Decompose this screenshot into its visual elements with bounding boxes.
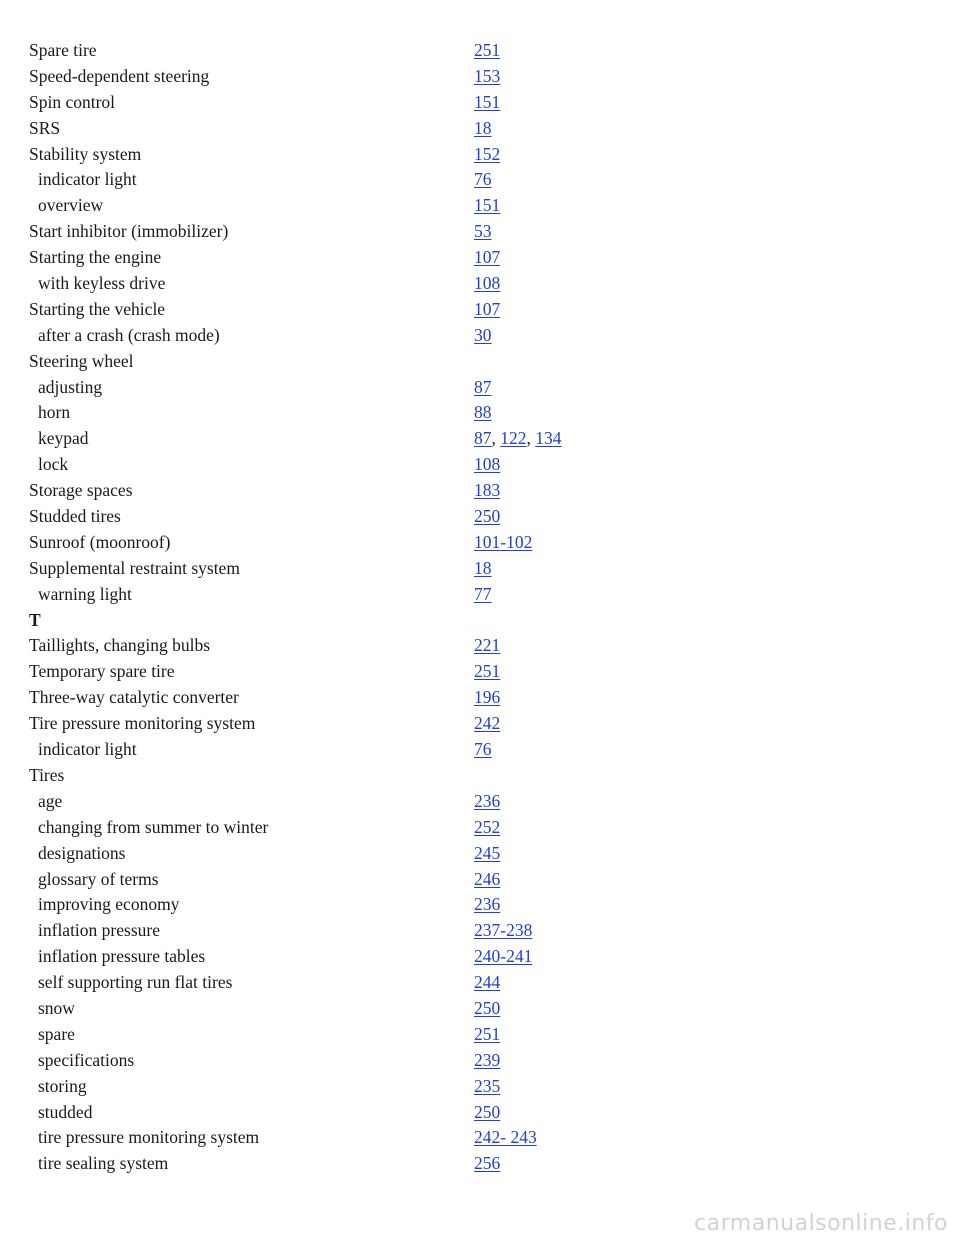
index-entry xyxy=(29,556,960,582)
page-link[interactable]: 245 xyxy=(474,842,501,863)
index-term: Supplemental restraint system xyxy=(29,557,240,578)
page-link[interactable]: 18 xyxy=(474,557,492,578)
index-subterm: keypad xyxy=(38,428,89,449)
index-subterm: age xyxy=(38,790,63,811)
index-term: Studded tires xyxy=(29,506,121,527)
index-subterm: snow xyxy=(38,997,75,1018)
page-references xyxy=(474,1151,500,1177)
index-term: Stability system xyxy=(29,143,142,164)
page-link[interactable]: 107 xyxy=(474,247,501,268)
index-entry xyxy=(29,1048,960,1074)
page-references xyxy=(474,1125,537,1151)
page-link[interactable]: 101-102 xyxy=(474,531,533,552)
page-link[interactable]: 240-241 xyxy=(474,946,533,967)
index-term: Tires xyxy=(29,764,65,785)
page-separator: , xyxy=(491,428,501,449)
page-references xyxy=(474,815,500,841)
index-entry xyxy=(29,271,960,297)
section-letter-row xyxy=(29,608,960,634)
index-entry xyxy=(29,504,960,530)
index-subterm: designations xyxy=(38,842,126,863)
page-references xyxy=(474,38,500,64)
index-entry xyxy=(29,815,960,841)
section-letter: T xyxy=(29,609,41,630)
index-entry xyxy=(29,478,960,504)
index-subterm: glossary of terms xyxy=(38,868,159,889)
index-entry xyxy=(29,867,960,893)
page-references xyxy=(474,659,500,685)
page-link[interactable]: 122 xyxy=(500,428,527,449)
page-link[interactable]: 77 xyxy=(474,583,492,604)
page-link[interactable]: 252 xyxy=(474,816,501,837)
page-references xyxy=(474,892,500,918)
index-subterm: spare xyxy=(38,1023,75,1044)
index-entry xyxy=(29,737,960,763)
page-references xyxy=(474,996,500,1022)
index-entry xyxy=(29,38,960,64)
index-entry xyxy=(29,116,960,142)
index-subterm: with keyless drive xyxy=(38,273,166,294)
page-references xyxy=(474,711,500,737)
index-subterm: inflation pressure xyxy=(38,920,160,941)
index-subterm: changing from summer to winter xyxy=(38,816,269,837)
index-entry xyxy=(29,970,960,996)
page-references xyxy=(474,1022,500,1048)
index-entry xyxy=(29,582,960,608)
index-entry xyxy=(29,219,960,245)
index-entry xyxy=(29,426,960,452)
page-link[interactable]: 251 xyxy=(474,40,501,60)
page-link[interactable]: 221 xyxy=(474,635,501,656)
index-entry xyxy=(29,167,960,193)
index-entry xyxy=(29,944,960,970)
index-term: SRS xyxy=(29,117,61,138)
index-term: Temporary spare tire xyxy=(29,661,175,682)
index-entry xyxy=(29,1100,960,1126)
index-entry xyxy=(29,996,960,1022)
page-link[interactable]: 256 xyxy=(474,1153,501,1174)
index-entry xyxy=(29,90,960,116)
page-references xyxy=(474,1048,500,1074)
index-subterm: self supporting run flat tires xyxy=(38,972,233,993)
page-link[interactable]: 108 xyxy=(474,273,501,294)
index-term: Taillights, changing bulbs xyxy=(29,635,211,656)
page-link[interactable]: 250 xyxy=(474,1101,501,1122)
page-references xyxy=(474,271,500,297)
page-link[interactable]: 87 xyxy=(474,376,492,397)
page-link[interactable]: 151 xyxy=(474,91,501,112)
page-references xyxy=(474,64,500,90)
index-subterm: after a crash (crash mode) xyxy=(38,324,220,345)
index-entry xyxy=(29,711,960,737)
index-list xyxy=(29,38,960,1177)
index-subterm: improving economy xyxy=(38,894,180,915)
page-link[interactable]: 196 xyxy=(474,687,501,708)
index-subterm: indicator light xyxy=(38,169,137,190)
page-link[interactable]: 134 xyxy=(535,428,562,449)
page-references xyxy=(474,1074,500,1100)
page-references xyxy=(474,323,492,349)
page-references xyxy=(474,633,500,659)
page-link[interactable]: 239 xyxy=(474,1049,501,1070)
page-references xyxy=(474,504,500,530)
page-references xyxy=(474,167,492,193)
page-references xyxy=(474,1100,500,1126)
page-link[interactable]: 236 xyxy=(474,894,501,915)
page-link[interactable]: 250 xyxy=(474,997,501,1018)
page-references xyxy=(474,297,500,323)
index-entry xyxy=(29,245,960,271)
page-link[interactable]: 242- 243 xyxy=(474,1127,537,1148)
page-references xyxy=(474,90,500,116)
page-references xyxy=(474,452,500,478)
page-references xyxy=(474,789,500,815)
watermark: carmanualsonline.info xyxy=(694,1211,948,1236)
index-entry xyxy=(29,685,960,711)
index-term: Starting the engine xyxy=(29,247,162,268)
index-entry xyxy=(29,1022,960,1048)
page-references xyxy=(474,582,492,608)
page-references xyxy=(474,556,492,582)
page-references xyxy=(474,426,562,452)
page-link[interactable]: 236 xyxy=(474,790,501,811)
page-link[interactable]: 108 xyxy=(474,454,501,475)
page-link[interactable]: 237-238 xyxy=(474,920,533,941)
page-link[interactable]: 250 xyxy=(474,506,501,527)
index-entry xyxy=(29,789,960,815)
page-references xyxy=(474,970,500,996)
page-references xyxy=(474,375,492,401)
index-subterm: indicator light xyxy=(38,739,137,760)
page-link[interactable]: 251 xyxy=(474,661,501,682)
page-link[interactable]: 88 xyxy=(474,402,492,423)
index-entry xyxy=(29,841,960,867)
index-entry xyxy=(29,763,960,789)
page-references xyxy=(474,685,500,711)
page-references xyxy=(474,219,492,245)
index-term: Speed-dependent steering xyxy=(29,65,210,86)
page-references xyxy=(474,142,500,168)
index-entry xyxy=(29,633,960,659)
index-term: Storage spaces xyxy=(29,480,133,501)
page-link[interactable]: 87 xyxy=(474,428,492,449)
page-separator: , xyxy=(526,428,536,449)
index-entry xyxy=(29,297,960,323)
index-term: Sunroof (moonroof) xyxy=(29,531,171,552)
index-entry xyxy=(29,452,960,478)
index-entry xyxy=(29,892,960,918)
index-entry xyxy=(29,375,960,401)
page-references xyxy=(474,918,532,944)
index-term: Spare tire xyxy=(29,40,97,60)
index-term: Start inhibitor (immobilizer) xyxy=(29,221,229,242)
page-link[interactable]: 107 xyxy=(474,298,501,319)
page-link[interactable]: 151 xyxy=(474,195,501,216)
index-entry xyxy=(29,323,960,349)
page-link[interactable]: 242 xyxy=(474,713,501,734)
page-link[interactable]: 76 xyxy=(474,739,492,760)
index-subterm: horn xyxy=(38,402,71,423)
index-entry xyxy=(29,918,960,944)
page-link[interactable]: 153 xyxy=(474,65,501,86)
page-link[interactable]: 30 xyxy=(474,324,492,345)
index-entry xyxy=(29,1074,960,1100)
index-subterm: adjusting xyxy=(38,376,103,397)
page-references xyxy=(474,841,500,867)
index-subterm: tire sealing system xyxy=(38,1153,169,1174)
page-link[interactable]: 235 xyxy=(474,1075,501,1096)
page-references xyxy=(474,530,532,556)
index-subterm: overview xyxy=(38,195,104,216)
index-subterm: storing xyxy=(38,1075,87,1096)
page-link[interactable]: 53 xyxy=(474,221,492,242)
index-subterm: inflation pressure tables xyxy=(38,946,206,967)
page-references xyxy=(474,944,532,970)
index-term: Three-way catalytic converter xyxy=(29,687,239,708)
index-subterm: studded xyxy=(38,1101,93,1122)
page-link[interactable]: 251 xyxy=(474,1023,501,1044)
page-references xyxy=(474,193,500,219)
page-link[interactable]: 76 xyxy=(474,169,492,190)
page-references xyxy=(474,737,492,763)
index-term: Steering wheel xyxy=(29,350,134,371)
index-entry xyxy=(29,193,960,219)
index-entry xyxy=(29,400,960,426)
index-term: Starting the vehicle xyxy=(29,298,166,319)
index-entry xyxy=(29,659,960,685)
page-references xyxy=(474,867,500,893)
page-references xyxy=(474,478,500,504)
index-entry xyxy=(29,142,960,168)
page-references xyxy=(474,400,492,426)
index-subterm: specifications xyxy=(38,1049,135,1070)
index-entry xyxy=(29,530,960,556)
page-link[interactable]: 183 xyxy=(474,480,501,501)
index-term: Spin control xyxy=(29,91,116,112)
index-entry xyxy=(29,1125,960,1151)
index-subterm: warning light xyxy=(38,583,132,604)
index-term: Tire pressure monitoring system xyxy=(29,713,256,734)
page-link[interactable]: 246 xyxy=(474,868,501,889)
page-link[interactable]: 244 xyxy=(474,972,501,993)
index-entry xyxy=(29,64,960,90)
page-references xyxy=(474,245,500,271)
index-entry xyxy=(29,349,960,375)
page-link[interactable]: 152 xyxy=(474,143,501,164)
page-references xyxy=(474,116,492,142)
page-link[interactable]: 18 xyxy=(474,117,492,138)
index-subterm: tire pressure monitoring system xyxy=(38,1127,260,1148)
index-entry xyxy=(29,1151,960,1177)
index-subterm: lock xyxy=(38,454,69,475)
